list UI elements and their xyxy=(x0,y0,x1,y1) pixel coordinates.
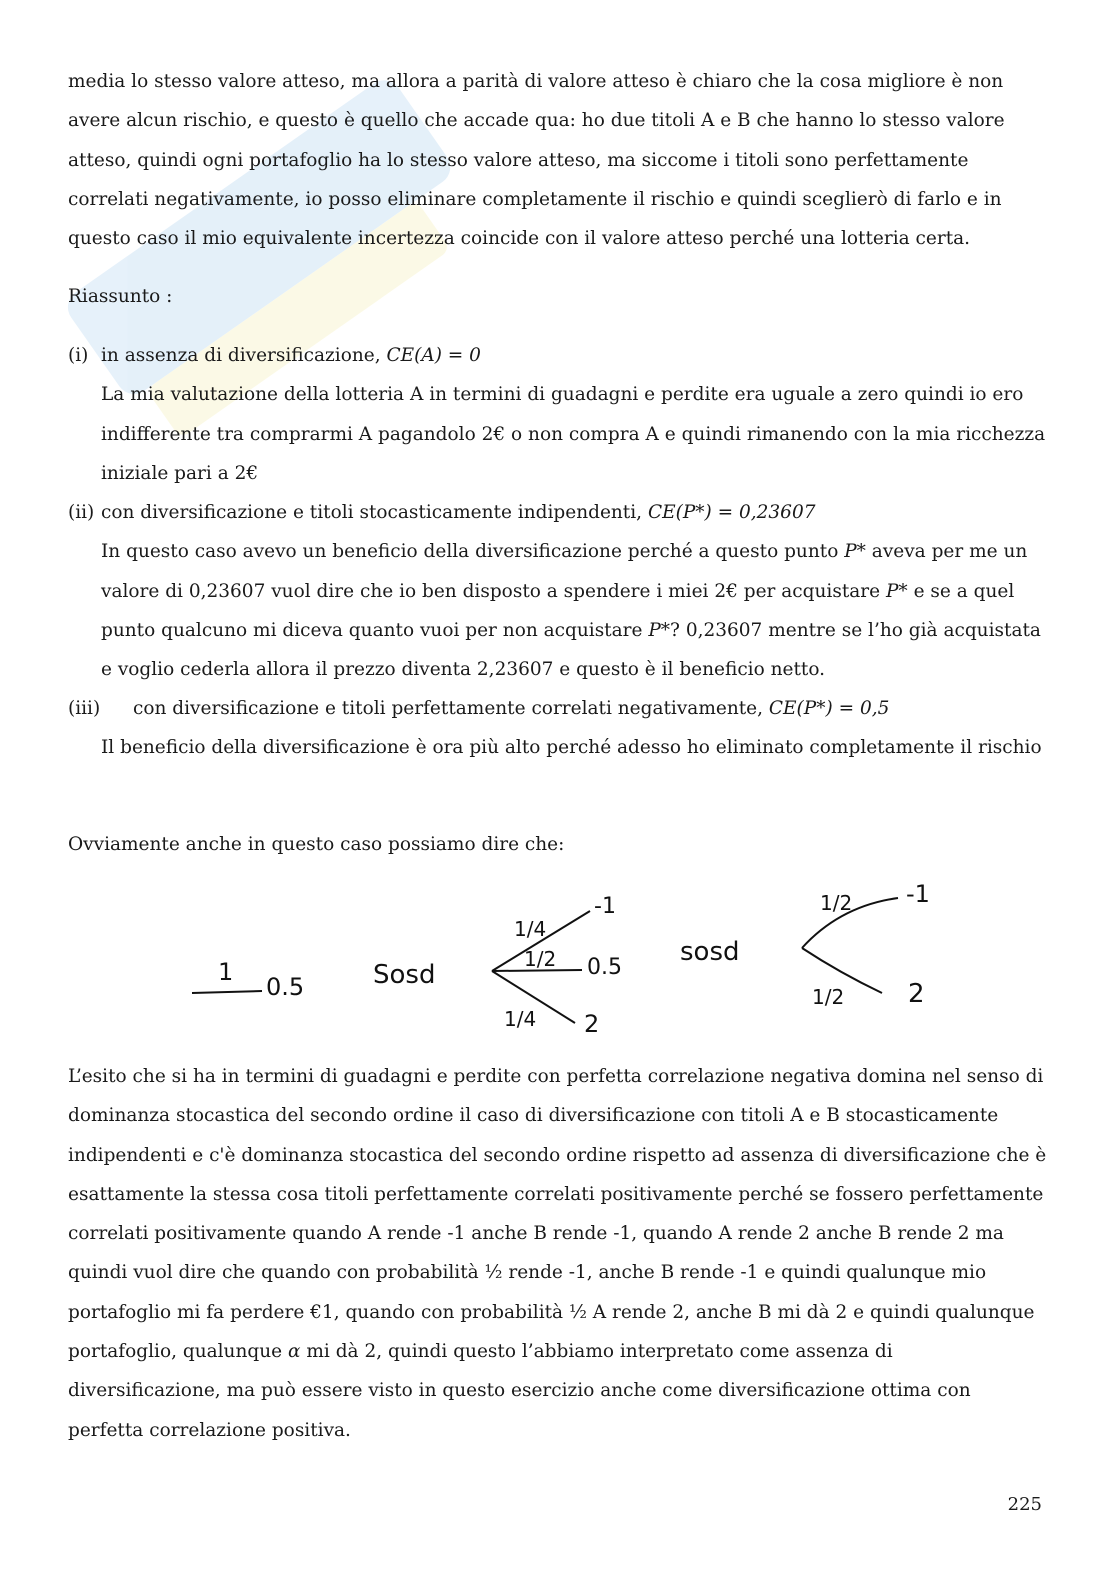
item-body: La mia valutazione della lotteria A in termini di guadagni e perdite era uguale a zero quindi io ero indifferente tra comprarmi A pagandolo 2€ o non compra A e quindi rimanendo con la mia ricchezza iniziale pari a 2€ xyxy=(101,384,1046,484)
page-number: 225 xyxy=(1007,1494,1042,1515)
tree2-bot-prob: 1/2 xyxy=(812,985,845,1009)
list-marker: (i) xyxy=(68,345,89,366)
certain-branch xyxy=(192,991,262,993)
tree1-bot-prob: 1/4 xyxy=(504,1007,537,1031)
tree2-top-prob: 1/2 xyxy=(820,891,853,915)
tree1-bot-value: 2 xyxy=(584,1010,600,1038)
conclusion-paragraph: L’esito che si ha in termini di guadagni e perdite con perfetta correlazione negativa domina nel senso di dominanza stocastica del secondo ordine il caso di diversificazione con titoli A e B stocasticamente indipendenti e c'è dominanza stocastica del secondo ordine rispetto ad assenza di diversificazione che è esattamente la stessa cosa titoli perfettamente correlati positivamente perché se fossero perfettamente correlati positivamente quando A rende -1 anche B rende -1, quando A rende 2 anche B rende 2 ma quindi vuol dire che quando con probabilità ½ rende -1, anche B rende -1 e quindi qualunque mio portafoglio mi fa perdere €1, quando con probabilità ½ A rende 2, anche B mi dà 2 e quindi qualunque portafoglio, qualunque α mi dà 2, quindi questo l’abbiamo interpretato come assenza di diversificazione, ma può essere visto in questo esercizio anche come diversificazione ottima con perfetta correlazione positiva. xyxy=(68,1066,1047,1441)
tree1-mid-value: 0.5 xyxy=(587,955,622,980)
tree1-mid-prob: 1/2 xyxy=(524,947,557,971)
item-body: In questo caso avevo un beneficio della diversificazione perché a questo punto P* aveva per me un valore di 0,23607 vuol dire che io ben disposto a spendere i miei 2€ per acquistare P* e se a quel punto qualcuno mi diceva quanto vuoi per non acquistare P*? 0,23607 mentre se l’ho già acquistata e voglio cederla allora il prezzo diventa 2,23607 e questo è il beneficio netto. xyxy=(101,541,1041,681)
tree1-top-prob: 1/4 xyxy=(514,917,547,941)
lottery-dominance-diagram xyxy=(180,868,960,1038)
tree2-bot-value: 2 xyxy=(908,979,925,1009)
certain-value: 0.5 xyxy=(266,973,305,1001)
item-formula: CE(A) = 0 xyxy=(386,345,481,366)
list-marker: (ii) xyxy=(68,502,95,523)
tree2-top-value: -1 xyxy=(906,880,930,908)
sosd-label-2: sosd xyxy=(680,937,740,967)
certain-prob: 1 xyxy=(218,958,234,986)
ovviamente-line: Ovviamente anche in questo caso possiamo dire che: xyxy=(68,834,565,855)
intro-paragraph: media lo stesso valore atteso, ma allora a parità di valore atteso è chiaro che la cosa migliore è non avere alcun rischio, e questo è quello che accade qua: ho due titoli A e B che hanno lo stesso valore atteso, quindi ogni portafoglio ha lo stesso valore atteso, ma siccome i titoli sono perfettamente correlati negativamente, io posso eliminare completamente il rischio e quindi sceglierò di farlo e in questo caso il mio equivalente incertezza coincide con il valore atteso perché una lotteria certa. xyxy=(68,71,1005,250)
item-heading: in assenza di diversificazione, xyxy=(101,345,381,366)
riassunto-heading: Riassunto : xyxy=(68,286,173,307)
item-formula: CE(P*) = 0,5 xyxy=(768,698,890,719)
tree1-top-value: -1 xyxy=(594,894,616,919)
item-formula: CE(P*) = 0,23607 xyxy=(647,502,816,523)
item-heading: con diversificazione e titoli perfettamente correlati negativamente, xyxy=(133,698,763,719)
item-heading: con diversificazione e titoli stocasticamente indipendenti, xyxy=(101,502,643,523)
list-marker: (iii) xyxy=(68,698,101,719)
sosd-label-1: Sosd xyxy=(373,960,436,990)
item-body: Il beneficio della diversificazione è ora più alto perché adesso ho eliminato completamente il rischio xyxy=(101,737,1042,759)
